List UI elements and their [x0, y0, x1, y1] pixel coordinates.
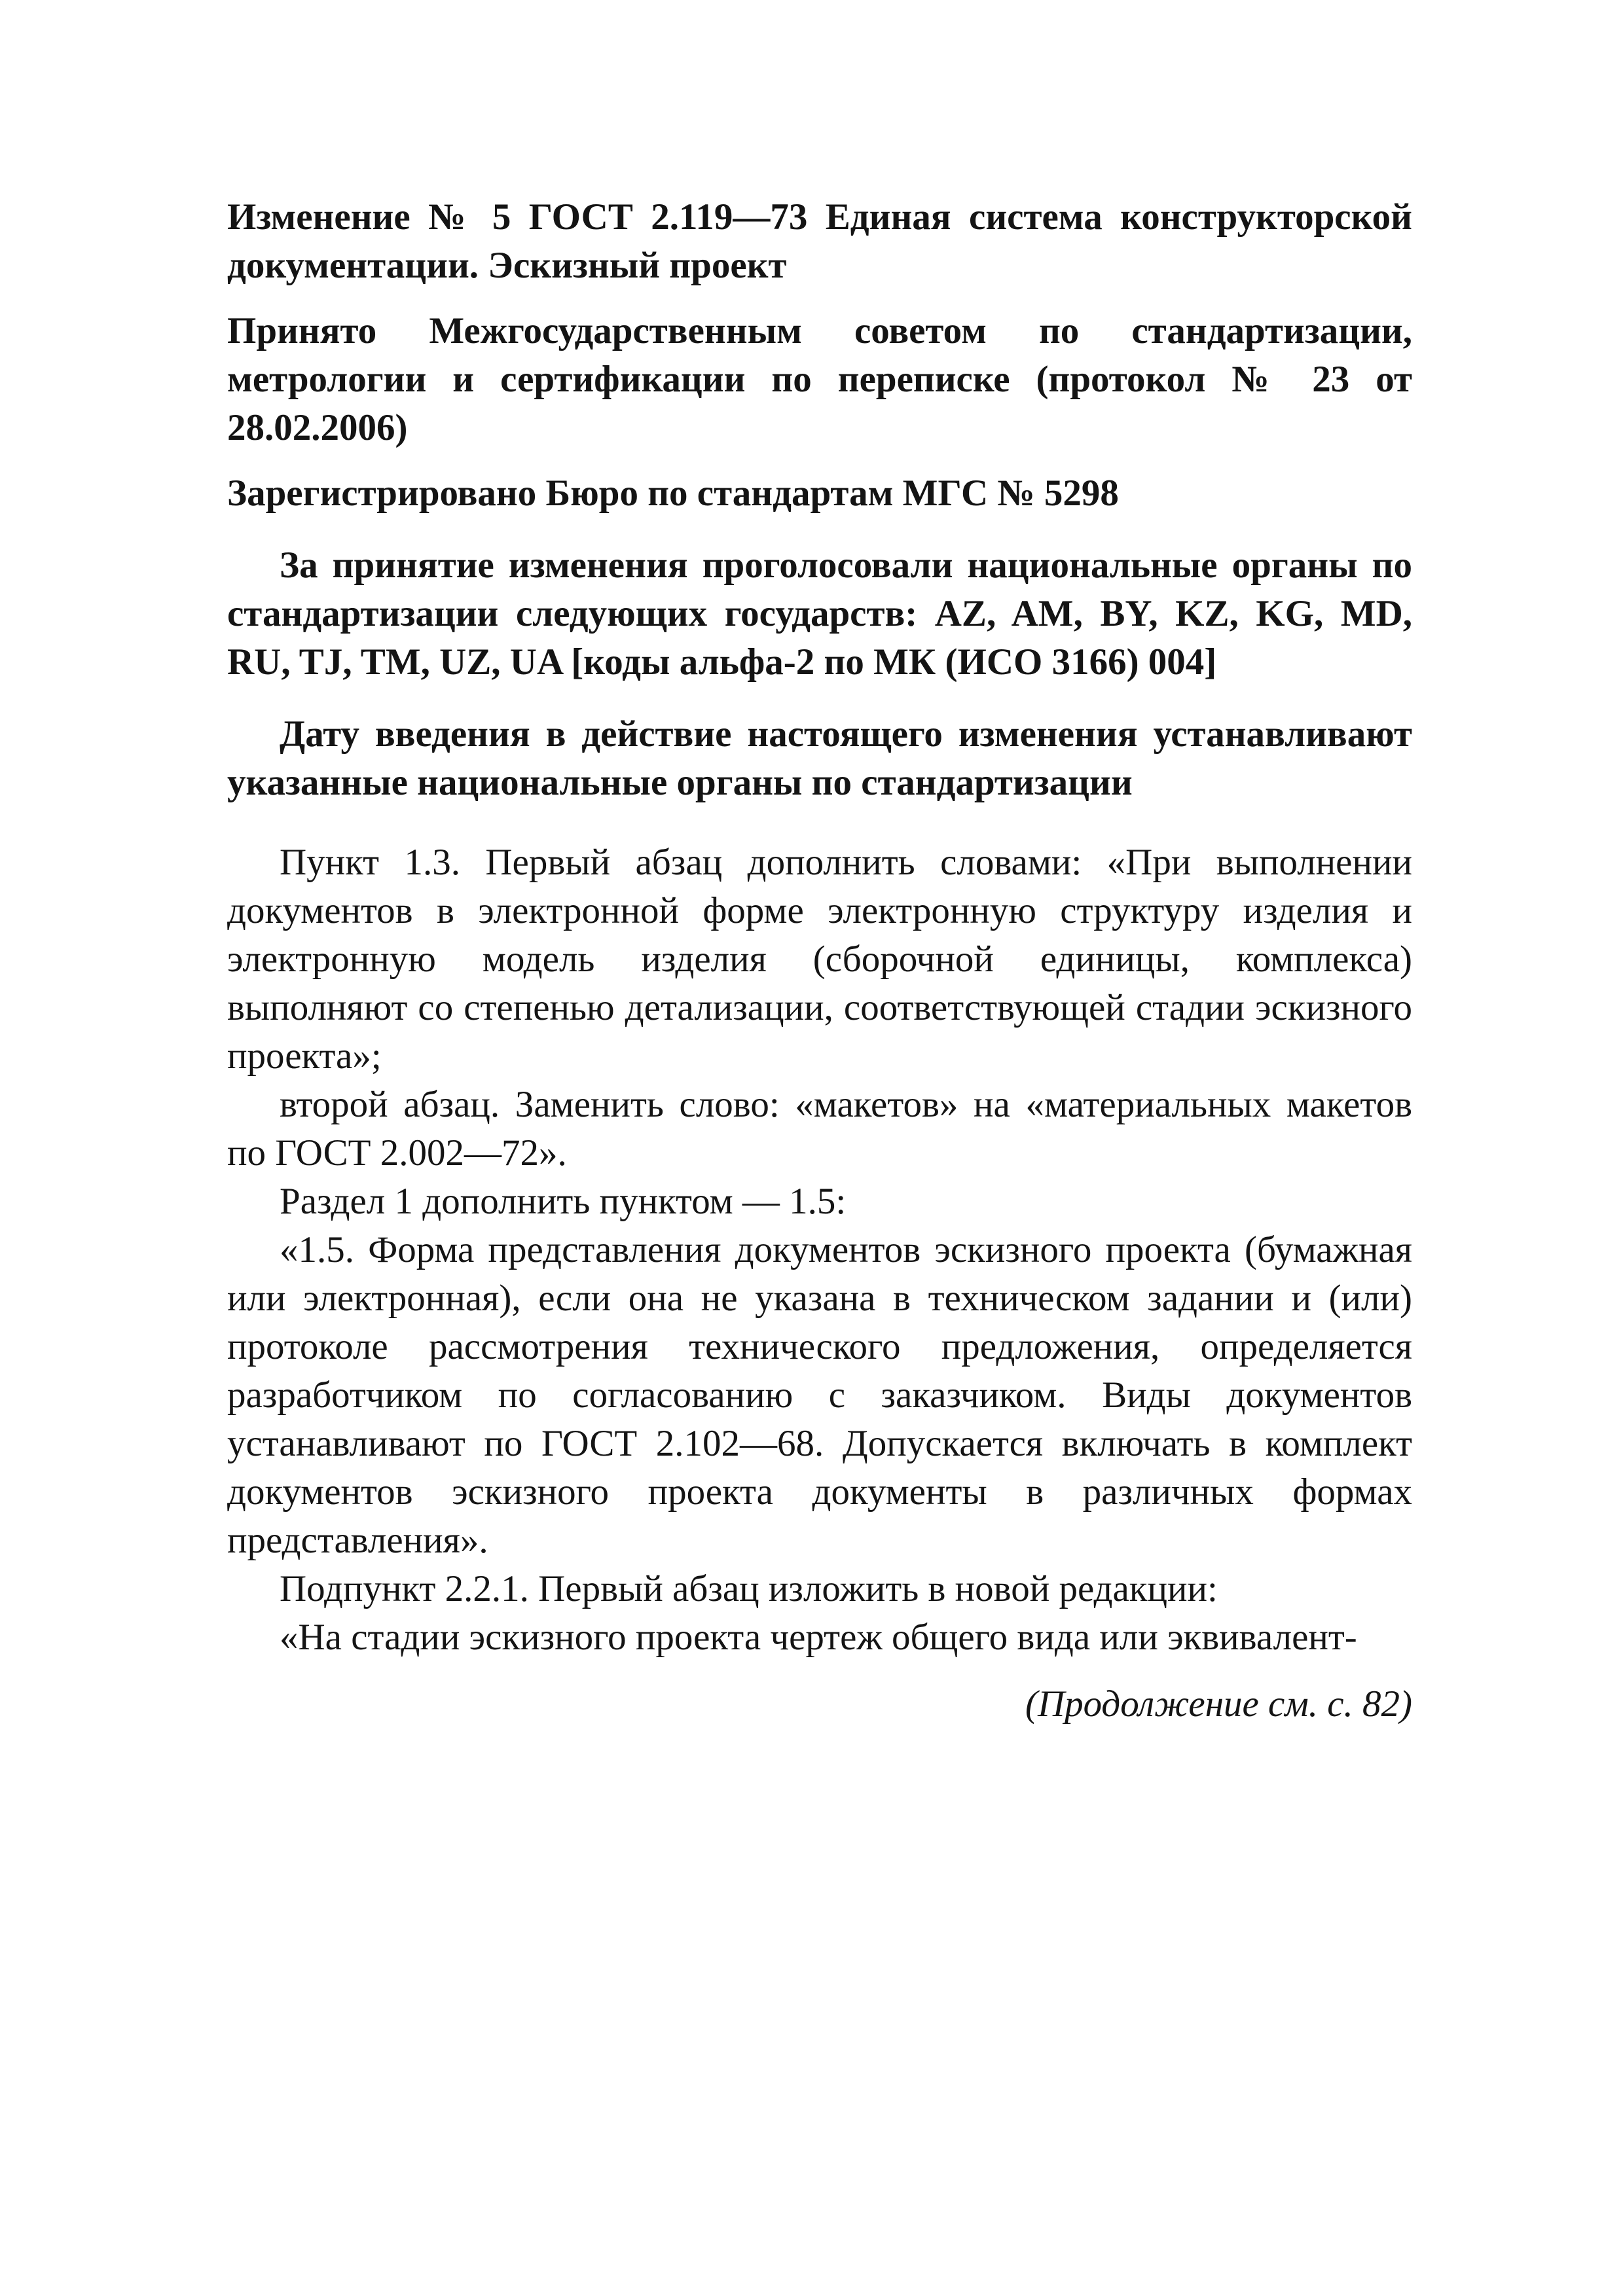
document-page [227, 193, 1412, 1725]
effective-date-note: Дату введения в действие настоящего изменения устанавливают указанные национальные органы по стандартизации [227, 713, 1412, 803]
paragraph-subitem-2-2-1: Подпункт 2.2.1. Первый абзац изложить в новой редакции: [280, 1568, 1218, 1609]
change-title: Изменение № 5 ГОСТ 2.119—73 Единая система конструкторской документации. Эскизный проект [227, 196, 1412, 286]
paragraph-new-edition: «На стадии эскизного проекта чертеж общего вида или эквивалент- [280, 1617, 1357, 1658]
paragraph-section-1: Раздел 1 дополнить пунктом — 1.5: [280, 1181, 847, 1222]
paragraph-item-1-3: Пункт 1.3. Первый абзац дополнить словами: «При выполнении документов в электронной форме электронную структуру изделия и электронную модель изделия (сборочной единицы, комплекса) выполняют со степенью детализации, соответствующей стадии эскизного проекта»; [227, 842, 1412, 1077]
paragraph-item-1-5: «1.5. Форма представления документов эскизного проекта (бумажная или электронная), если она не указана в техническом задании и (или) протоколе рассмотрения технического предложения, определяется разработчиком по согласованию с заказчиком. Виды документов устанавливают по ГОСТ 2.102—68. Допускается включать в комплект документов эскизного проекта документы в различных формах представления». [227, 1229, 1412, 1561]
registration-note: Зарегистрировано Бюро по стандартам МГС № 5298 [227, 473, 1119, 514]
voting-note: За принятие изменения проголосовали национальные органы по стандартизации следующих государств: AZ, AM, BY, KZ, KG, MD, RU, TJ, TM, UZ, UA [коды альфа-2 по МК (ИСО 3166) 004] [227, 545, 1412, 683]
adoption-note: Принято Межгосударственным советом по стандартизации, метрологии и сертификации по переписке (протокол № 23 от 28.02.2006) [227, 310, 1412, 448]
paragraph-second-abzac: второй абзац. Заменить слово: «макетов» на «материальных макетов по ГОСТ 2.002—72». [227, 1084, 1412, 1174]
continuation-note: (Продолжение см. с. 82) [1025, 1683, 1412, 1725]
